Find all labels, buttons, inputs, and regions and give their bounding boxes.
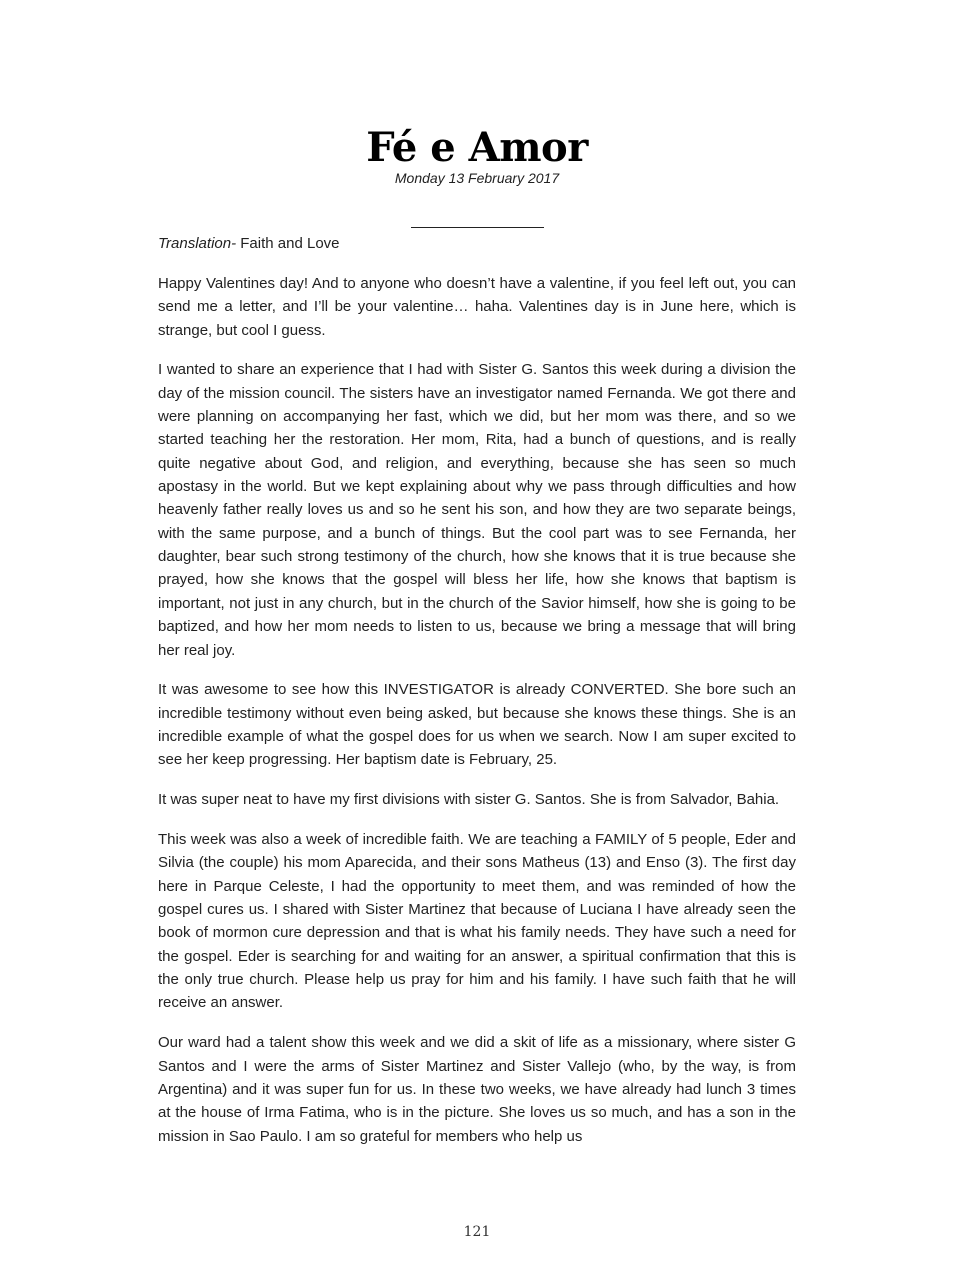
page-number: 121 — [463, 1224, 491, 1240]
title-divider — [411, 227, 544, 228]
paragraph: It was awesome to see how this INVESTIGATOR is already CONVERTED. She bore such an incredible testimony without even being asked, but because she knows these things. She is an incredible example of what the gospel does for us when we search. Now I am super excited to see her keep progressing. Her baptism date is February, 25. — [158, 681, 796, 769]
page-date: Monday 13 February 2017 — [394, 170, 560, 186]
paragraph: It was super neat to have my first divisions with sister G. Santos. She is from Salvador, Bahia. — [158, 791, 780, 809]
letter-body — [158, 232, 796, 1148]
translation-text: Faith and Love — [236, 235, 340, 252]
translation-label: Translation- — [158, 235, 237, 252]
paragraph: I wanted to share an experience that I had with Sister G. Santos this week during a division the day of the mission council. The sisters have an investigator named Fernanda. We got there and were planning on accompanying her fast, which we did, but her mom was there, and so we started teaching her the restoration. Her mom, Rita, had a bunch of questions, and is really quite negative about God, and religion, and everything, because she has seen so much apostasy in the world. But we kept explaining about why we pass through difficulties and how heavenly father really loves us and so he sent his son, and how they are two separate beings, with the same purpose, and a bunch of things. But the cool part was to see Fernanda, her daughter, bear such strong testimony of the church, how she knows that it is true because she prayed, how she knows that the gospel will bless her life, how she knows that baptism is important, not just in any church, but in the church of the Savior himself, how she is going to be baptized, and how her mom needs to listen to us, because we bring a message that will bring her real joy. — [158, 361, 796, 659]
translation-line — [158, 232, 796, 255]
paragraph: Happy Valentines day! And to anyone who doesn’t have a valentine, if you feel left out, you can send me a letter, and I’ll be your valentine… haha. Valentines day is in June here, which is strange, but cool I guess. — [158, 274, 796, 339]
paragraph: Our ward had a talent show this week and we did a skit of life as a missionary, where sister G Santos and I were the arms of Sister Martinez and Sister Vallejo (who, by the way, is from Argentina) and it was super fun for us. In these two weeks, we have already had lunch 3 times at the house of Irma Fatima, who is in the picture. She loves us so much, and has a son in the mission in Sao Paulo. I am so grateful for members who help us — [158, 1034, 796, 1145]
page-title: Fé e Amor — [366, 124, 588, 171]
paragraph: This week was also a week of incredible faith. We are teaching a FAMILY of 5 people, Eder and Silvia (the couple) his mom Aparecida, and their sons Matheus (13) and Enso (3). The first day here in Parque Celeste, I had the opportunity to meet them, and was reminded of how the gospel cures us. I shared with Sister Martinez that because of Luciana I have already seen the book of mormon cure depression and that is what his family needs. They have such a need for the gospel. Eder is searching for and waiting for an answer, a spiritual confirmation that this is the only true church. Please help us pray for him and his family. I have such faith that he will receive an answer. — [158, 831, 796, 1012]
